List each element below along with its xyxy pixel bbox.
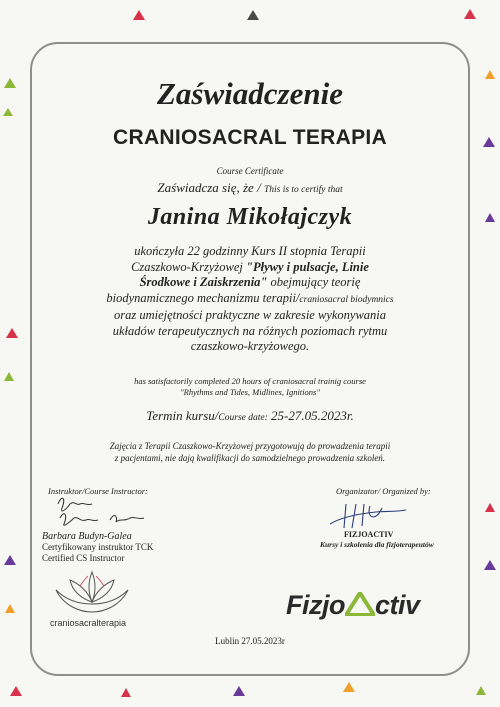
term-label: Termin kursu/ [146,408,219,423]
logo-triangle-icon [345,592,375,616]
course-term [30,408,470,424]
description-en-line: "Rhythms and Tides, Midlines, Ignitions" [180,387,320,397]
decor-triangle [121,688,131,697]
certify-en: This is to certify that [263,185,343,195]
logo-activ: ctiv [375,590,420,620]
decor-triangle [343,682,355,692]
instructor-name: Barbara Budyn-Galea [42,531,132,542]
description-part: biodynamicznego mechanizmu terapii/ [106,290,300,305]
description-line [56,260,444,276]
term-label-en: Course date: [218,413,268,423]
decor-triangle [247,10,259,20]
fizjoactiv-logo [286,590,420,621]
instructor-label: Instruktor/Course Instructor: [48,486,148,496]
course-name-part: "Pływy i pulsacje, Linie [246,259,369,274]
certify-statement [30,180,470,196]
craniosacral-logo-text: craniosacralterapia [50,618,127,628]
organizer-signature-icon [326,500,416,534]
certificate-subtitle: CRANIOSACRAL TERAPIA [113,126,387,149]
organizer-subtitle: Kursy i szkolenia dla fizjoterapeutów [320,540,434,549]
decor-triangle [6,328,18,338]
certificate-title: Zaświadczenie [157,76,343,111]
instructor-cert-en: Certified CS Instructor [42,553,125,563]
decor-triangle [3,108,13,116]
decor-triangle [133,10,145,20]
organizer-label: Organizator/ Organized by: [336,486,431,496]
description-part: obejmujący teorię [267,275,361,289]
term-dates: 25-27.05.2023r. [267,408,354,423]
note-line: Zajęcia z Terapii Czaszkowo-Krzyżowej przygotowują do prowadzenia terapii [109,441,391,451]
description-line: układów terapeutycznych na różnych poziomach rytmu [112,323,388,338]
qualification-note [56,440,444,464]
decor-triangle [476,686,486,695]
description-line: ukończyła 22 godzinny Kurs II stopnia Terapii [134,244,366,258]
course-certificate-label: Course Certificate [216,166,284,176]
description-line [56,291,444,309]
logo-fizjo: Fizjo [286,590,345,620]
note-line: z pacjentami, nie dają kwalifikacji do samodzielnego prowadzenia szkoleń. [114,453,386,463]
instructor-details [42,531,153,564]
craniosacral-logo-icon [50,568,134,618]
decor-triangle [485,70,495,79]
decor-triangle [4,555,16,565]
description-part-en: craniosacral biodymnics [299,294,394,305]
description-part: Czaszkowo-Krzyżowej [131,259,247,274]
decor-triangle [485,503,495,512]
organizer-name: FIZJOACTIV [344,530,394,539]
course-description-en [56,376,444,398]
description-line: oraz umiejętności praktyczne w zakresie wykonywania [113,308,387,322]
decor-triangle [4,78,16,88]
course-description [56,244,444,355]
decor-triangle [4,372,14,381]
course-name-part: Środkowe i Zaiskrzenia" [139,275,268,289]
description-en-line: has satisfactorily completed 20 hours of craniosacral trainig course [134,376,366,386]
decor-triangle [485,213,495,222]
recipient-name: Janina Mikołajczyk [147,204,353,230]
description-line [56,275,444,291]
instructor-cert-pl: Certyfikowany instruktor TCK [42,542,154,552]
decor-triangle [483,137,495,147]
decor-triangle [464,9,476,19]
certify-pl: Zaświadcza się, że / [157,180,261,195]
decor-triangle [10,686,22,696]
decor-triangle [484,560,496,570]
decor-triangle [233,686,245,696]
decor-triangle [5,604,15,613]
description-line: czaszkowo-krzyżowego. [190,339,310,353]
place-and-date: Lublin 27.05.2023r [215,636,285,646]
instructor-signature-icon [52,492,152,530]
